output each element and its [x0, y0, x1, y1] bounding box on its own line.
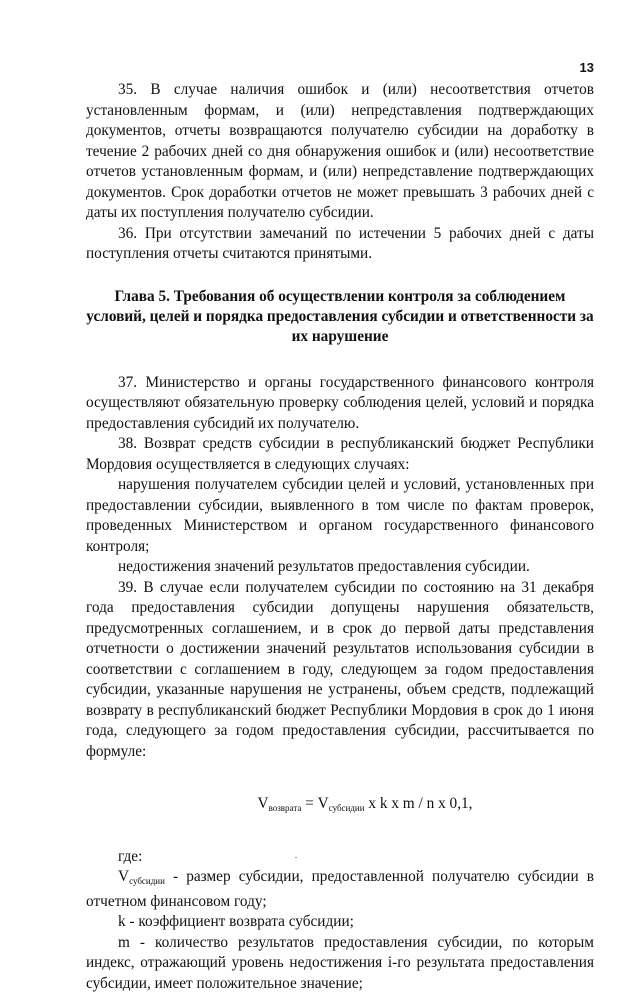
page-number: 13	[580, 60, 594, 75]
formula-v-return: V	[258, 795, 269, 812]
formula-equals: =	[301, 795, 317, 812]
return-formula	[136, 794, 594, 819]
definition-v-symbol: V	[118, 868, 129, 885]
formula-v-subsidy: V	[318, 795, 329, 812]
document-body	[86, 80, 594, 994]
chapter-5-title: Глава 5. Требования об осуществлении контроля за соблюдением условий, целей и порядка предоставления субсидии и ответственности за их нарушение	[86, 287, 594, 347]
where-label: где:	[86, 847, 594, 868]
formula-rest: x k x m / n x 0,1,	[365, 795, 473, 812]
formula-v-return-subscript: возврата	[269, 803, 302, 813]
paragraph-35: 35. В случае наличия ошибок и (или) несоответствия отчетов установленным формам, и (или) непредставления подтверждающих документов, отчеты возвращаются получателю субсидии на доработку в течение 2 рабочих дней со дня обнаружения ошибок и (или) несоответствие отчетов установленным формам, и (или) непредставление подтверждающих документов. Срок доработки отчетов не может превышать 3 рабочих дней с даты их поступления получателю субсидии.	[86, 80, 594, 224]
definition-v-subsidy	[86, 867, 594, 912]
definition-v-text: - размер субсидии, предоставленной получателю субсидии в отчетном финансовом году;	[86, 868, 594, 910]
paragraph-37: 37. Министерство и органы государственного финансового контроля осуществляют обязательную проверку соблюдения целей, условий и порядка предоставления субсидий их получателю.	[86, 373, 594, 435]
definition-m: m - количество результатов предоставления субсидии, по которым индекс, отражающий уровень недостижения i-го результата предоставления субсидии, имеет положительное значение;	[86, 933, 594, 994]
paragraph-38: 38. Возврат средств субсидии в республиканский бюджет Республики Мордовия осуществляется в следующих случаях:	[86, 434, 594, 475]
scan-artifact-dot	[295, 857, 297, 858]
paragraph-36: 36. При отсутствии замечаний по истечении 5 рабочих дней с даты поступления отчеты считаются принятыми.	[86, 224, 594, 265]
paragraph-38-item-1: нарушения получателем субсидии целей и условий, установленных при предоставлении субсидии, выявленного в том числе по фактам проверок, проведенных Министерством и органом государственного финансового контроля;	[86, 475, 594, 557]
formula-v-subsidy-subscript: субсидии	[329, 803, 365, 813]
definition-v-subscript: субсидии	[129, 876, 165, 886]
paragraph-39: 39. В случае если получателем субсидии по состоянию на 31 декабря года предоставления субсидии допущены нарушения обязательств, предусмотренных соглашением, и в срок до первой даты представления отчетности о достижении значений результатов использования субсидии в соответствии с соглашением в году, следующем за годом предоставления субсидии, указанные нарушения не устранены, объем средств, подлежащий возврату в республиканский бюджет Республики Мордовия в срок до 1 июня года, следующего за годом предоставления субсидии, рассчитывается по формуле:	[86, 578, 594, 763]
paragraph-38-item-2: недостижения значений результатов предоставления субсидии.	[86, 557, 594, 578]
definition-k: k - коэффициент возврата субсидии;	[86, 912, 594, 933]
